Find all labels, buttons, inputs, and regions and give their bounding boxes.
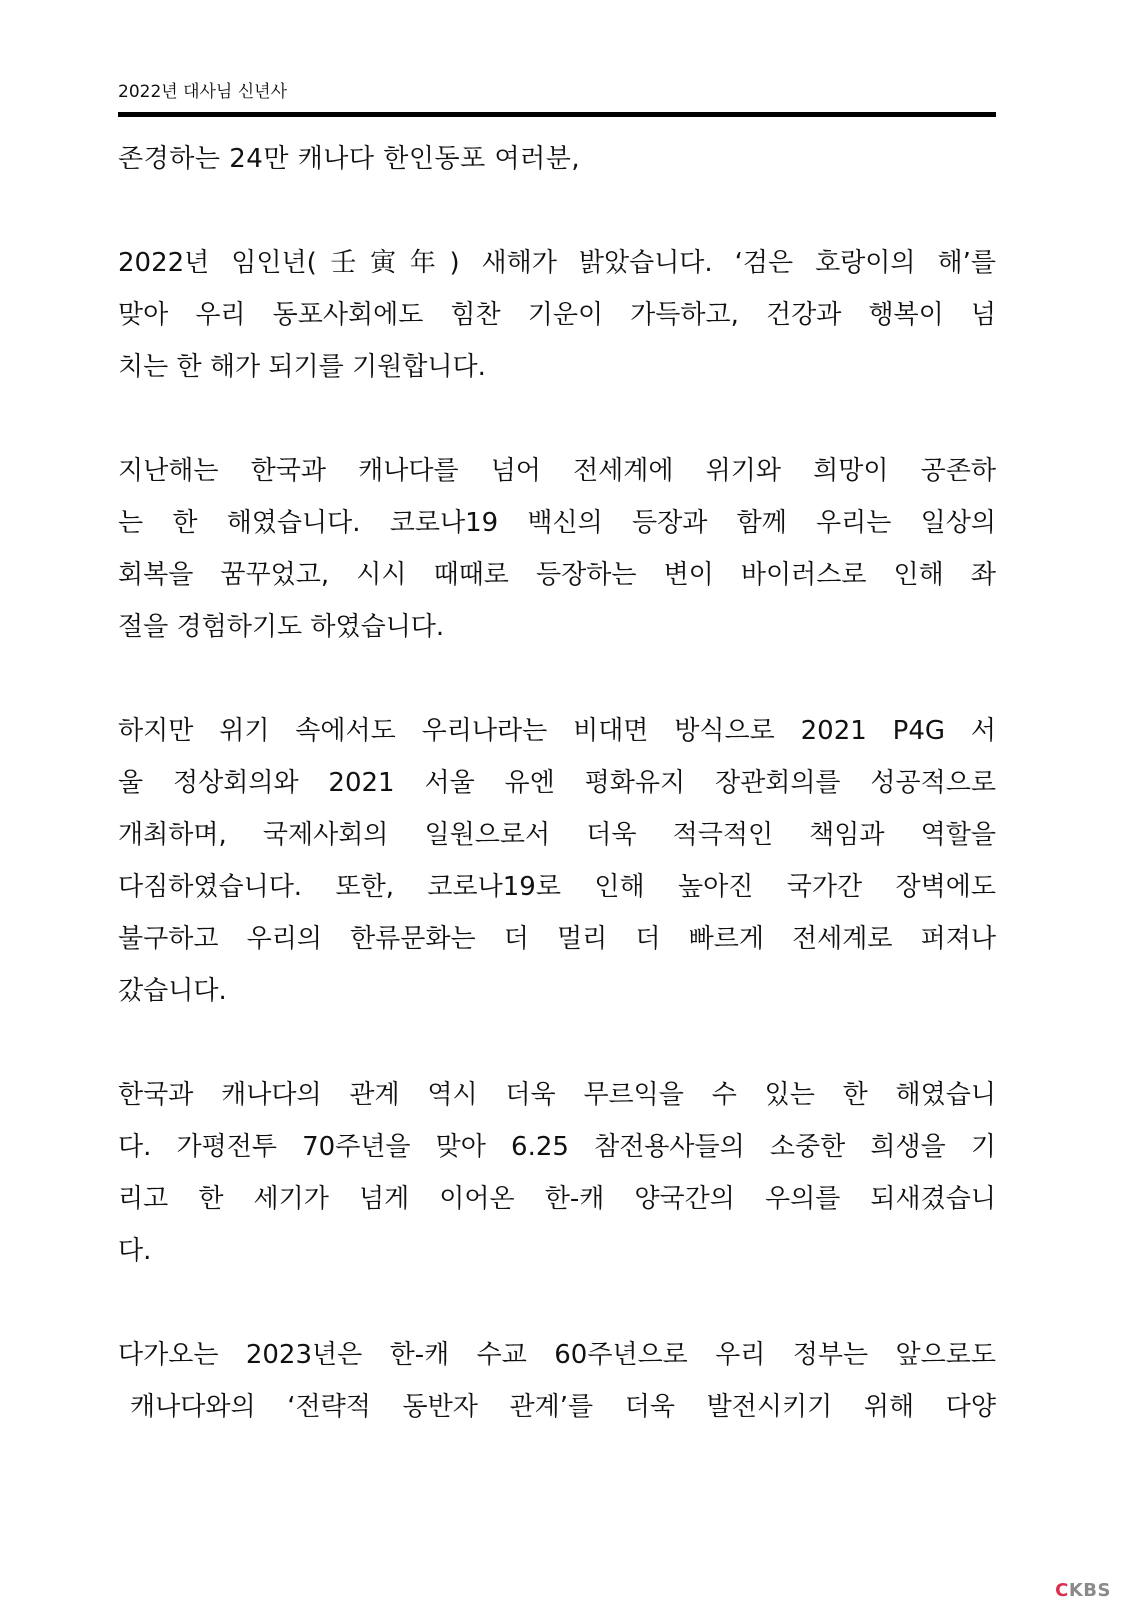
paragraph-3 — [118, 705, 996, 1017]
paragraph-1 — [118, 237, 996, 393]
page-header — [118, 80, 996, 117]
paragraph-line: 캐나다와의 ‘전략적 동반자 관계’를 더욱 발전시키기 위해 다양 — [130, 1392, 996, 1422]
paragraph-line: 는 한 해였습니다. 코로나19 백신의 등장과 함께 우리는 일상의 — [118, 508, 996, 538]
header-title: 2022년 대사님 신년사 — [118, 82, 288, 102]
watermark-c: C — [1055, 1580, 1069, 1601]
paragraph-5 — [118, 1329, 996, 1433]
paragraph-line: 회복을 꿈꾸었고, 시시 때때로 등장하는 변이 바이러스로 인해 좌 — [118, 560, 996, 590]
paragraph-line: 지난해는 한국과 캐나다를 넘어 전세계에 위기와 희망이 공존하 — [118, 456, 996, 486]
paragraph-line: 한국과 캐나다의 관계 역시 더욱 무르익을 수 있는 한 해였습니 — [118, 1080, 996, 1110]
paragraph-line: 개최하며, 국제사회의 일원으로서 더욱 적극적인 책임과 역할을 — [118, 820, 996, 850]
paragraph-line: 절을 경험하기도 하였습니다. — [118, 612, 445, 642]
paragraph-2 — [118, 445, 996, 653]
paragraph-line: 다가오는 2023년은 한-캐 수교 60주년으로 우리 정부는 앞으로도 — [118, 1340, 996, 1370]
ckbs-watermark-logo — [1055, 1580, 1111, 1601]
paragraph-line: 울 정상회의와 2021 서울 유엔 평화유지 장관회의를 성공적으로 — [118, 768, 996, 798]
paragraph-line: 하지만 위기 속에서도 우리나라는 비대면 방식으로 2021 P4G 서 — [118, 716, 996, 746]
paragraph-line: 다. — [118, 1236, 152, 1266]
watermark-kbs: KBS — [1068, 1580, 1111, 1601]
header-rule — [118, 112, 996, 117]
paragraph-line: 맞아 우리 동포사회에도 힘찬 기운이 가득하고, 건강과 행복이 넘 — [118, 300, 996, 330]
paragraph-4 — [118, 1069, 996, 1277]
paragraph-line: 2022년 임인년(壬寅年) 새해가 밝았습니다. ‘검은 호랑이의 해’를 — [118, 248, 996, 278]
paragraph-line: 갔습니다. — [118, 976, 227, 1006]
paragraph-line: 불구하고 우리의 한류문화는 더 멀리 더 빠르게 전세계로 퍼져나 — [118, 924, 996, 954]
paragraph-line: 다짐하였습니다. 또한, 코로나19로 인해 높아진 국가간 장벽에도 — [118, 872, 996, 902]
paragraph-line: 치는 한 해가 되기를 기원합니다. — [118, 352, 486, 382]
paragraph-line: 리고 한 세기가 넘게 이어온 한-캐 양국간의 우의를 되새겼습니 — [118, 1184, 996, 1214]
greeting-line: 존경하는 24만 캐나다 한인동포 여러분, — [118, 144, 581, 174]
paragraph-line: 다. 가평전투 70주년을 맞아 6.25 참전용사들의 소중한 희생을 기 — [118, 1132, 996, 1162]
document-body — [118, 133, 996, 1485]
